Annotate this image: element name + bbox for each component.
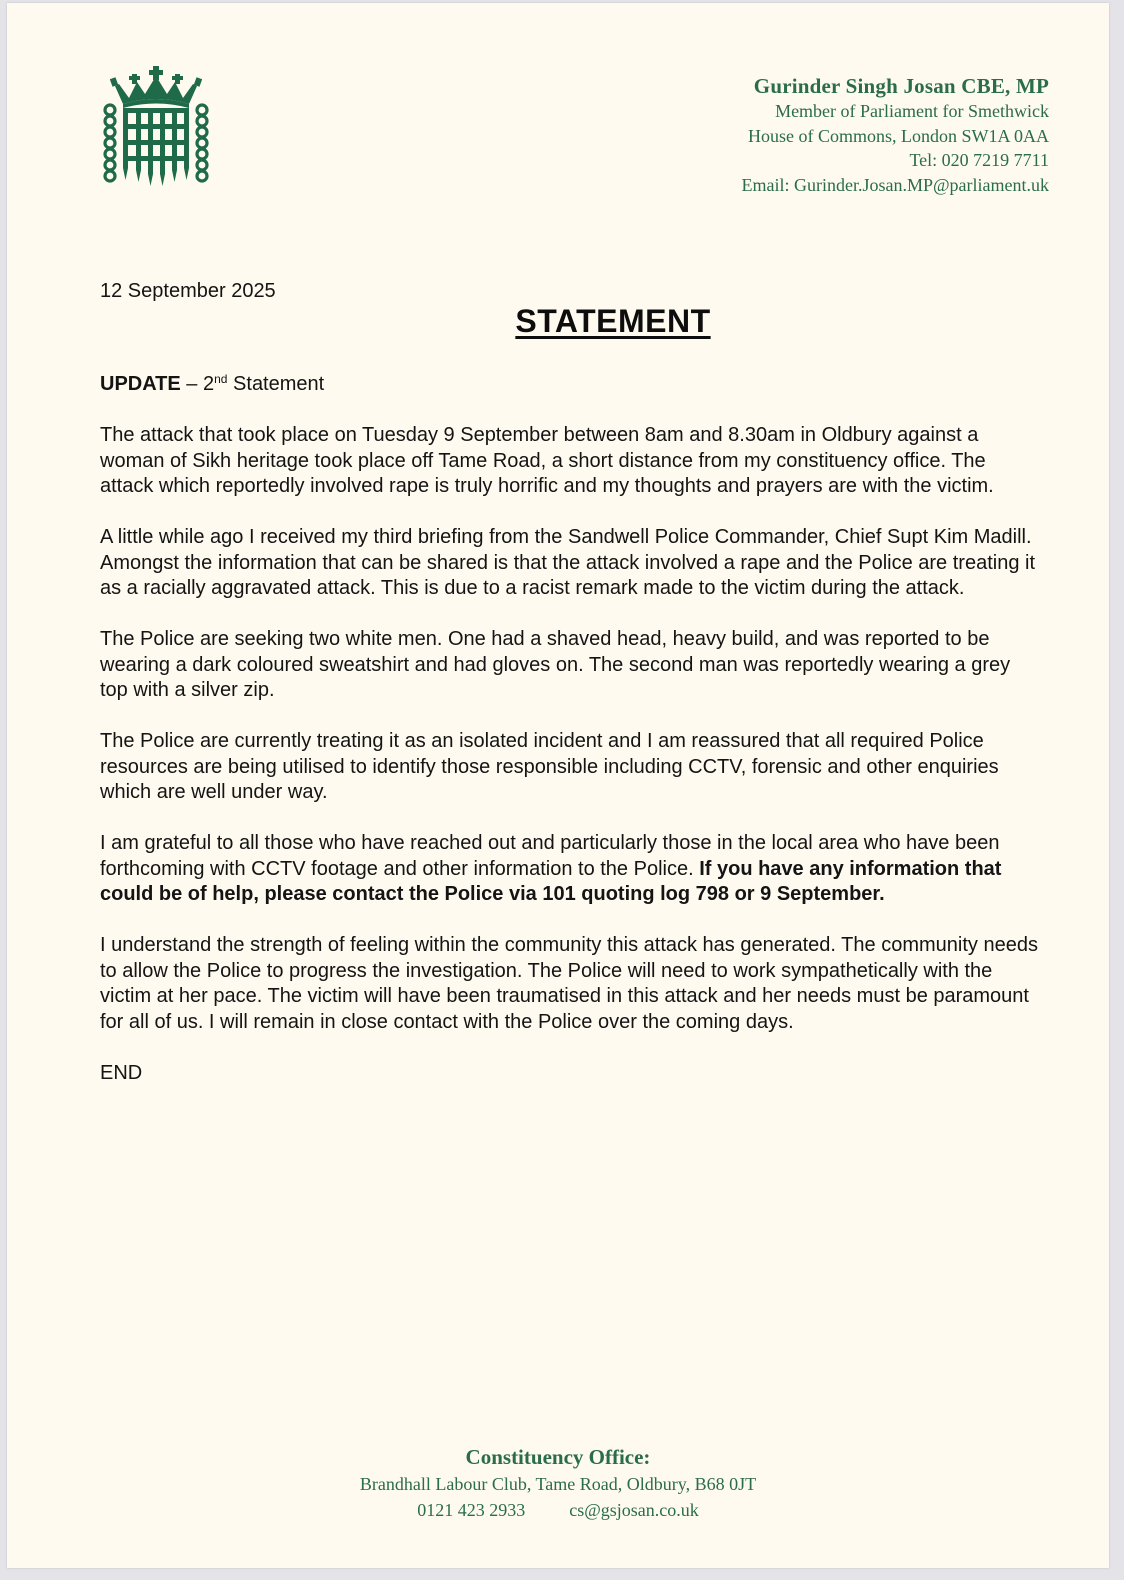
portcullis-icon <box>101 64 211 188</box>
paragraph-suspects: The Police are seeking two white men. One had a shaved head, heavy build, and was reported to be wearing a dark coloured sweatshirt and had gloves on. The second man was reportedly wearing a grey top with a silver zip. <box>100 628 1011 701</box>
footer-email: cs@gsjosan.co.uk <box>569 1500 699 1520</box>
telephone-line: Tel: 020 7219 7711 <box>909 150 1049 170</box>
mp-name: Gurinder Singh Josan CBE, MP <box>753 74 1049 98</box>
update-line <box>100 372 324 398</box>
email-line: Email: Gurinder.Josan.MP@parliament.uk <box>741 174 1049 195</box>
document-date: 12 September 2025 <box>100 280 276 302</box>
paragraph-appeal <box>100 831 1040 908</box>
statement-body <box>100 423 1040 1112</box>
footer <box>7 1443 1109 1523</box>
document-title-wrapper <box>7 303 1109 340</box>
document-title: STATEMENT <box>515 303 711 339</box>
update-ordinal-suffix: nd <box>214 372 228 386</box>
letterhead <box>741 73 1049 197</box>
footer-phone: 0121 423 2933 <box>417 1500 526 1520</box>
paragraph-attack-details: The attack that took place on Tuesday 9 September between 8am and 8.30am in Oldbury against a woman of Sikh heritage took place off Tame Road, a short distance from my constituency office. The attack which reportedly involved rape is truly horrific and my thoughts and prayers are with the victim. <box>100 424 994 497</box>
footer-title: Constituency Office: <box>465 1445 651 1469</box>
appeal-bold-text: If you have any information that could be of help, please contact the Police via 101 quoting log 798 or 9 September. <box>100 857 1002 905</box>
document-page <box>7 3 1109 1568</box>
appeal-text: I am grateful to all those who have reached out and particularly those in the local area who have been forthcoming with CCTV footage and other information to the Police. <box>100 832 1000 880</box>
address-line: House of Commons, London SW1A 0AA <box>748 125 1049 146</box>
paragraph-police-briefing: A little while ago I received my third briefing from the Sandwell Police Commander, Chief Supt Kim Madill. Amongst the information that can be shared is that the attack involved a rape and the Police are treating it as a racially aggravated attack. This is due to a racist remark made to the victim during the attack. <box>100 526 1035 599</box>
constituency-line: Member of Parliament for Smethwick <box>775 101 1049 121</box>
update-number: 2 <box>203 373 215 395</box>
paragraph-closing: I understand the strength of feeling within the community this attack has generated. The community needs to allow the Police to progress the investigation. The Police will need to work sympathetically with the victim at her pace. The victim will have been traumatised in this attack and her needs must be paramount for all of us. I will remain in close contact with the Police over the coming days. <box>100 934 1038 1033</box>
update-label: UPDATE <box>100 373 181 395</box>
paragraph-investigation: The Police are currently treating it as an isolated incident and I am reassured that all required Police resources are being utilised to identify those responsible including CCTV, forensic and other enquiries which are well under way. <box>100 730 999 803</box>
update-text: Statement <box>227 373 325 395</box>
footer-contacts <box>7 1497 1109 1523</box>
update-dash: – <box>180 373 203 395</box>
footer-address: Brandhall Labour Club, Tame Road, Oldbury, B68 0JT <box>359 1474 757 1494</box>
end-marker: END <box>100 1061 143 1084</box>
